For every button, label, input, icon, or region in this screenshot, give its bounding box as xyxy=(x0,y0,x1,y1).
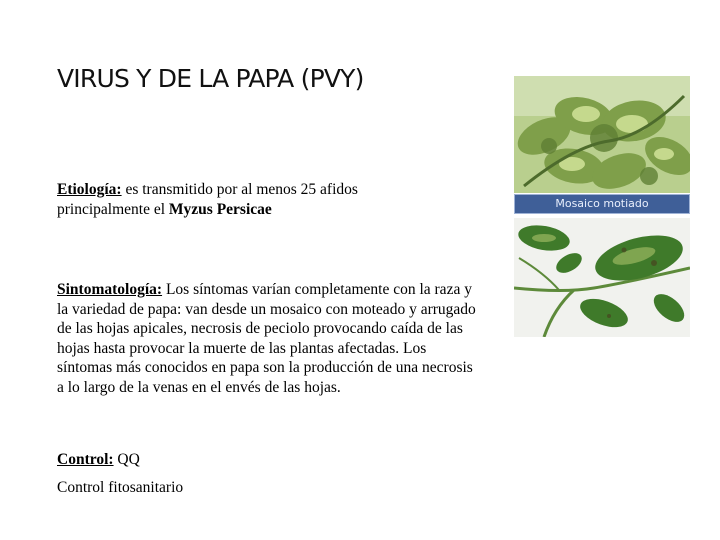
potato-leaf-necrosis-photo xyxy=(514,218,690,337)
sintomatologia-text: Los síntomas varían completamente con la raza y la variedad de papa: van desde un mosaico con moteado y arrugado de las hojas apicales, necrosis de peciolo provocando caída de las hojas hasta provocar la muerte de las plantas afectadas. Los síntomas más conocidos en papa son la producción de una necrosis a lo largo de la venas en el envés de las hojas. xyxy=(57,281,476,396)
etiologia-label: Etiología: xyxy=(57,181,122,198)
control-label: Control: xyxy=(57,451,114,468)
potato-plant-mosaic-photo xyxy=(514,76,690,193)
etiologia-text: es transmitido por al menos 25 afidos principalmente el xyxy=(57,181,358,218)
sintomatologia-label: Sintomatología: xyxy=(57,281,163,298)
photo-caption: Mosaico motiado xyxy=(514,194,690,214)
control-text: QQ xyxy=(113,451,140,468)
sintomatologia-paragraph xyxy=(57,280,482,397)
etiologia-species: Myzus Persicae xyxy=(168,200,272,218)
control-paragraph xyxy=(57,450,140,470)
slide-title: VIRUS Y DE LA PAPA (PVY) xyxy=(57,64,364,93)
control-line-2: Control fitosanitario xyxy=(57,479,184,496)
etiologia-paragraph xyxy=(57,180,437,219)
